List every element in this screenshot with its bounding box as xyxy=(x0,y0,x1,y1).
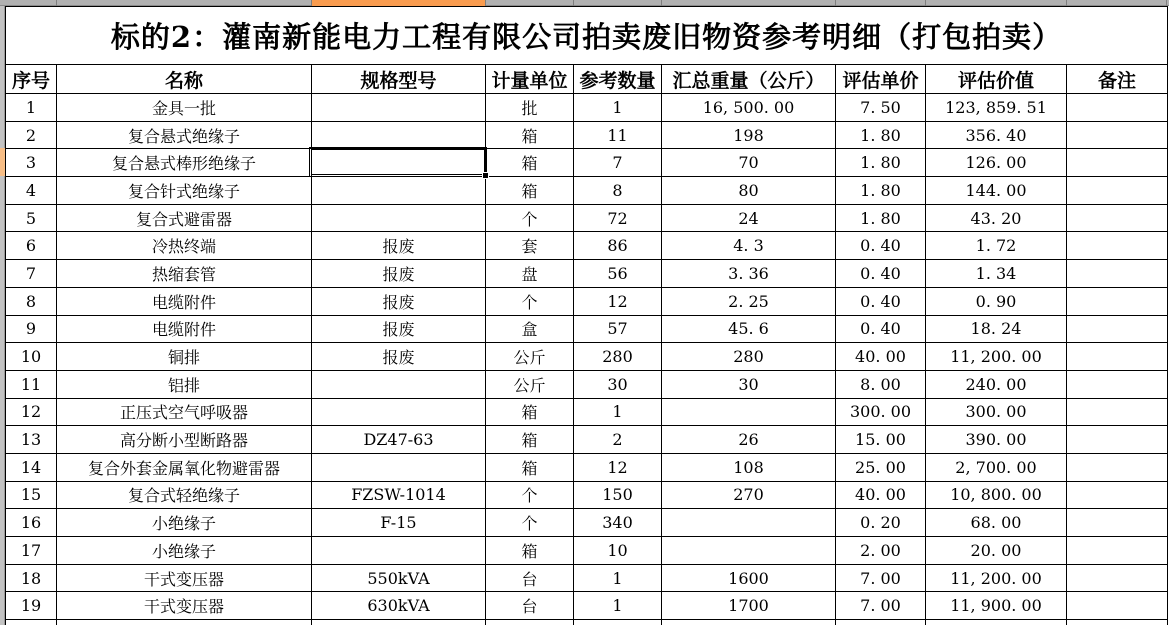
cell-note[interactable] xyxy=(1067,343,1168,371)
cell-unit[interactable]: 套 xyxy=(486,232,574,260)
table-row xyxy=(6,94,1168,122)
table-row xyxy=(6,537,1168,565)
cell-note[interactable] xyxy=(1067,370,1168,398)
cell-name[interactable]: 复合悬式棒形绝缘子 xyxy=(57,149,312,177)
cell-value[interactable]: 300. 00 xyxy=(926,398,1067,426)
cell-qty[interactable]: 280 xyxy=(574,343,662,371)
cell-unit[interactable]: 公斤 xyxy=(486,343,574,371)
cell-note[interactable] xyxy=(1067,315,1168,343)
cell-spec[interactable] xyxy=(312,370,486,398)
cell-value[interactable]: 20. 00 xyxy=(926,537,1067,565)
cell-price[interactable]: 2. 00 xyxy=(836,537,926,565)
cell-price[interactable]: 7. 00 xyxy=(836,592,926,620)
cell-name[interactable]: 正压式空气呼吸器 xyxy=(57,398,312,426)
cell-note[interactable] xyxy=(1067,287,1168,315)
cell-no[interactable]: 15 xyxy=(6,481,57,509)
cell-spec[interactable]: FZSW-1014 xyxy=(312,481,486,509)
column-header-weight[interactable]: 汇总重量（公斤） xyxy=(662,65,836,94)
cell-price[interactable]: 25. 00 xyxy=(836,453,926,481)
cell-note[interactable] xyxy=(1067,564,1168,592)
cell-price[interactable]: 0. 40 xyxy=(836,287,926,315)
cell-name[interactable]: 冷热终端 xyxy=(57,232,312,260)
cell-note[interactable] xyxy=(1067,481,1168,509)
cell-unit[interactable]: 台 xyxy=(486,592,574,620)
cell-value[interactable]: 123, 859. 51 xyxy=(926,94,1067,122)
cell-no[interactable]: 19 xyxy=(6,592,57,620)
cell-weight[interactable]: 16, 500. 00 xyxy=(662,94,836,122)
cell-unit[interactable]: 箱 xyxy=(486,149,574,177)
column-header-qty[interactable]: 参考数量 xyxy=(574,65,662,94)
cell-name[interactable]: 电缆附件 xyxy=(57,315,312,343)
table-title[interactable]: 标的2：灌南新能电力工程有限公司拍卖废旧物资参考明细（打包拍卖） xyxy=(6,7,1168,65)
cell-value[interactable]: 0. 90 xyxy=(926,287,1067,315)
cell-name[interactable]: 复合式轻绝缘子 xyxy=(57,481,312,509)
cell-price[interactable]: 40. 00 xyxy=(836,481,926,509)
cell-name[interactable]: 小绝缘子 xyxy=(57,509,312,537)
cell-value[interactable]: 11, 200. 00 xyxy=(926,343,1067,371)
cell-qty[interactable]: 340 xyxy=(574,509,662,537)
cell-no[interactable]: 3 xyxy=(6,149,57,177)
cell-note[interactable] xyxy=(1067,509,1168,537)
cell-name[interactable] xyxy=(57,620,312,625)
cell-name[interactable]: 铝排 xyxy=(57,370,312,398)
column-header-value[interactable]: 评估价值 xyxy=(926,65,1067,94)
cell-price[interactable]: 0. 40 xyxy=(836,232,926,260)
cell-spec[interactable]: 报废 xyxy=(312,343,486,371)
cell-price[interactable]: 1. 80 xyxy=(836,204,926,232)
cell-name[interactable]: 电缆附件 xyxy=(57,287,312,315)
cell-note[interactable] xyxy=(1067,537,1168,565)
cell-name[interactable]: 复合悬式绝缘子 xyxy=(57,121,312,149)
cell-qty[interactable]: 30 xyxy=(574,370,662,398)
cell-value[interactable]: 240. 00 xyxy=(926,370,1067,398)
cell-price[interactable]: 40. 00 xyxy=(836,343,926,371)
table-row xyxy=(6,260,1168,288)
cell-name[interactable]: 热缩套管 xyxy=(57,260,312,288)
table-row xyxy=(6,177,1168,205)
cell-spec[interactable] xyxy=(312,177,486,205)
cell-no[interactable]: 11 xyxy=(6,370,57,398)
cell-qty[interactable]: 1 xyxy=(574,592,662,620)
cell-qty[interactable]: 12 xyxy=(574,287,662,315)
cell-weight[interactable] xyxy=(662,620,836,625)
cell-name[interactable]: 铜排 xyxy=(57,343,312,371)
table-row xyxy=(6,398,1168,426)
table-row xyxy=(6,620,1168,625)
cell-name[interactable]: 高分断小型断路器 xyxy=(57,426,312,454)
cell-value[interactable]: 18. 24 xyxy=(926,315,1067,343)
cell-value[interactable]: 10, 800. 00 xyxy=(926,481,1067,509)
cell-note[interactable] xyxy=(1067,592,1168,620)
cell-name[interactable]: 复合针式绝缘子 xyxy=(57,177,312,205)
cell-qty[interactable]: 86 xyxy=(574,232,662,260)
cell-spec[interactable]: 630kVA xyxy=(312,592,486,620)
table-body xyxy=(6,94,1168,625)
cell-weight[interactable]: 1600 xyxy=(662,564,836,592)
table-row xyxy=(6,481,1168,509)
cell-qty[interactable]: 11 xyxy=(574,121,662,149)
cell-unit[interactable]: 箱 xyxy=(486,177,574,205)
cell-no[interactable]: 13 xyxy=(6,426,57,454)
cell-note[interactable] xyxy=(1067,620,1168,625)
cell-qty[interactable]: 57 xyxy=(574,315,662,343)
cell-price[interactable]: 7. 00 xyxy=(836,564,926,592)
cell-unit[interactable]: 盒 xyxy=(486,315,574,343)
cell-price[interactable]: 0. 40 xyxy=(836,315,926,343)
table-row xyxy=(6,426,1168,454)
table-row xyxy=(6,370,1168,398)
table-row xyxy=(6,453,1168,481)
cell-qty[interactable]: 7 xyxy=(574,149,662,177)
cell-no[interactable]: 4 xyxy=(6,177,57,205)
cell-name[interactable]: 金具一批 xyxy=(57,94,312,122)
cell-weight[interactable]: 45. 6 xyxy=(662,315,836,343)
cell-weight[interactable]: 4. 3 xyxy=(662,232,836,260)
cell-price[interactable]: 1. 80 xyxy=(836,121,926,149)
cell-value[interactable]: 126. 00 xyxy=(926,149,1067,177)
cell-spec[interactable]: 报废 xyxy=(312,232,486,260)
column-header-no[interactable]: 序号 xyxy=(6,65,57,94)
cell-qty[interactable]: 56 xyxy=(574,260,662,288)
cell-spec[interactable] xyxy=(312,453,486,481)
table-row xyxy=(6,564,1168,592)
cell-qty[interactable]: 12 xyxy=(574,453,662,481)
cell-note[interactable] xyxy=(1067,232,1168,260)
cell-spec[interactable]: 报废 xyxy=(312,287,486,315)
cell-weight[interactable]: 280 xyxy=(662,343,836,371)
cell-unit[interactable]: 箱 xyxy=(486,537,574,565)
cell-price[interactable] xyxy=(836,620,926,625)
cell-note[interactable] xyxy=(1067,426,1168,454)
column-header-unit[interactable]: 计量单位 xyxy=(486,65,574,94)
cell-weight[interactable]: 70 xyxy=(662,149,836,177)
table-row xyxy=(6,343,1168,371)
cell-no[interactable]: 1 xyxy=(6,94,57,122)
cell-no[interactable]: 7 xyxy=(6,260,57,288)
cell-price[interactable]: 300. 00 xyxy=(836,398,926,426)
cell-unit[interactable]: 个 xyxy=(486,509,574,537)
cell-name[interactable]: 复合外套金属氧化物避雷器 xyxy=(57,453,312,481)
cell-weight[interactable] xyxy=(662,537,836,565)
cell-no[interactable]: 5 xyxy=(6,204,57,232)
cell-weight[interactable]: 30 xyxy=(662,370,836,398)
cell-value[interactable]: 2, 700. 00 xyxy=(926,453,1067,481)
cell-unit[interactable]: 个 xyxy=(486,287,574,315)
header-row xyxy=(6,65,1168,94)
cell-weight[interactable] xyxy=(662,509,836,537)
cell-value[interactable]: 11, 200. 00 xyxy=(926,564,1067,592)
cell-qty[interactable]: 8 xyxy=(574,177,662,205)
column-header-name[interactable]: 名称 xyxy=(57,65,312,94)
cell-no[interactable]: 16 xyxy=(6,509,57,537)
cell-qty[interactable]: 150 xyxy=(574,481,662,509)
cell-price[interactable]: 0. 20 xyxy=(836,509,926,537)
cell-spec[interactable] xyxy=(312,121,486,149)
table-row xyxy=(6,204,1168,232)
cell-qty[interactable]: 1 xyxy=(574,564,662,592)
cell-note[interactable] xyxy=(1067,453,1168,481)
cell-price[interactable]: 1. 80 xyxy=(836,177,926,205)
cell-value[interactable]: 356. 40 xyxy=(926,121,1067,149)
cell-value[interactable]: 144. 00 xyxy=(926,177,1067,205)
cell-value[interactable]: 390. 00 xyxy=(926,426,1067,454)
cell-note[interactable] xyxy=(1067,398,1168,426)
table-row xyxy=(6,592,1168,620)
cell-weight[interactable]: 198 xyxy=(662,121,836,149)
cell-spec[interactable] xyxy=(312,149,486,177)
cell-unit[interactable]: 盘 xyxy=(486,260,574,288)
cell-weight[interactable]: 3. 36 xyxy=(662,260,836,288)
cell-no[interactable]: 8 xyxy=(6,287,57,315)
cell-value[interactable]: 1. 34 xyxy=(926,260,1067,288)
cell-weight[interactable]: 108 xyxy=(662,453,836,481)
cell-no[interactable]: 18 xyxy=(6,564,57,592)
cell-weight[interactable] xyxy=(662,398,836,426)
table-row xyxy=(6,232,1168,260)
cell-no[interactable]: 10 xyxy=(6,343,57,371)
cell-price[interactable]: 8. 00 xyxy=(836,370,926,398)
table-row xyxy=(6,287,1168,315)
cell-name[interactable]: 小绝缘子 xyxy=(57,537,312,565)
cell-value[interactable]: 1. 72 xyxy=(926,232,1067,260)
cell-spec[interactable] xyxy=(312,94,486,122)
cell-note[interactable] xyxy=(1067,260,1168,288)
cell-unit[interactable]: 台 xyxy=(486,564,574,592)
cell-unit[interactable]: 箱 xyxy=(486,453,574,481)
cell-unit[interactable]: 箱 xyxy=(486,121,574,149)
cell-value[interactable] xyxy=(926,620,1067,625)
cell-value[interactable]: 11, 900. 00 xyxy=(926,592,1067,620)
cell-spec[interactable]: 报废 xyxy=(312,315,486,343)
cell-weight[interactable]: 2. 25 xyxy=(662,287,836,315)
cell-name[interactable]: 复合式避雷器 xyxy=(57,204,312,232)
cell-qty[interactable]: 10 xyxy=(574,537,662,565)
cell-spec[interactable]: 550kVA xyxy=(312,564,486,592)
cell-note[interactable] xyxy=(1067,149,1168,177)
cell-weight[interactable]: 24 xyxy=(662,204,836,232)
cell-value[interactable]: 43. 20 xyxy=(926,204,1067,232)
table-row xyxy=(6,149,1168,177)
cell-no[interactable]: 2 xyxy=(6,121,57,149)
cell-no[interactable] xyxy=(6,620,57,625)
cell-weight[interactable]: 270 xyxy=(662,481,836,509)
cell-name[interactable]: 干式变压器 xyxy=(57,592,312,620)
cell-no[interactable]: 6 xyxy=(6,232,57,260)
cell-note[interactable] xyxy=(1067,94,1168,122)
cell-qty[interactable] xyxy=(574,620,662,625)
cell-spec[interactable] xyxy=(312,398,486,426)
cell-no[interactable]: 12 xyxy=(6,398,57,426)
table-row xyxy=(6,509,1168,537)
cell-spec[interactable] xyxy=(312,620,486,625)
cell-price[interactable]: 1. 80 xyxy=(836,149,926,177)
cell-note[interactable] xyxy=(1067,204,1168,232)
cell-qty[interactable]: 2 xyxy=(574,426,662,454)
cell-unit[interactable]: 箱 xyxy=(486,398,574,426)
cell-price[interactable]: 7. 50 xyxy=(836,94,926,122)
cell-unit[interactable]: 批 xyxy=(486,94,574,122)
cell-weight[interactable]: 80 xyxy=(662,177,836,205)
cell-unit[interactable] xyxy=(486,620,574,625)
cell-spec[interactable]: DZ47-63 xyxy=(312,426,486,454)
cell-unit[interactable]: 箱 xyxy=(486,426,574,454)
cell-spec[interactable] xyxy=(312,204,486,232)
column-header-spec[interactable]: 规格型号 xyxy=(312,65,486,94)
cell-name[interactable]: 干式变压器 xyxy=(57,564,312,592)
auction-table xyxy=(5,6,1168,625)
cell-price[interactable]: 0. 40 xyxy=(836,260,926,288)
cell-weight[interactable]: 1700 xyxy=(662,592,836,620)
cell-spec[interactable] xyxy=(312,537,486,565)
cell-qty[interactable]: 72 xyxy=(574,204,662,232)
cell-no[interactable]: 9 xyxy=(6,315,57,343)
cell-qty[interactable]: 1 xyxy=(574,94,662,122)
column-header-note[interactable]: 备注 xyxy=(1067,65,1168,94)
cell-note[interactable] xyxy=(1067,177,1168,205)
cell-weight[interactable]: 26 xyxy=(662,426,836,454)
title-row xyxy=(6,7,1168,65)
cell-spec[interactable]: 报废 xyxy=(312,260,486,288)
table-row xyxy=(6,315,1168,343)
table-row xyxy=(6,121,1168,149)
cell-unit[interactable]: 公斤 xyxy=(486,370,574,398)
cell-unit[interactable]: 个 xyxy=(486,204,574,232)
cell-no[interactable]: 17 xyxy=(6,537,57,565)
column-header-price[interactable]: 评估单价 xyxy=(836,65,926,94)
cell-price[interactable]: 15. 00 xyxy=(836,426,926,454)
cell-spec[interactable]: F-15 xyxy=(312,509,486,537)
cell-note[interactable] xyxy=(1067,121,1168,149)
cell-no[interactable]: 14 xyxy=(6,453,57,481)
cell-value[interactable]: 68. 00 xyxy=(926,509,1067,537)
cell-qty[interactable]: 1 xyxy=(574,398,662,426)
cell-unit[interactable]: 个 xyxy=(486,481,574,509)
